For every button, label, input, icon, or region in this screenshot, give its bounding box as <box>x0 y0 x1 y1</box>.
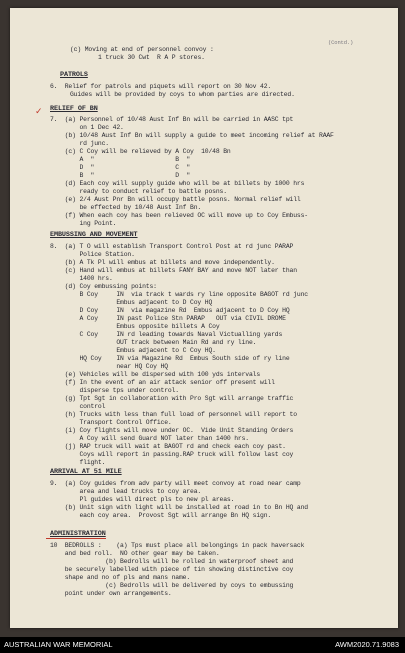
patrols-line-1: 6. Relief for patrols and piquets will report on 30 Nov 42. <box>50 83 272 90</box>
relief-line: D " C " <box>50 164 191 171</box>
embussing-heading: EMBUSSING AND MOVEMENT <box>50 231 138 239</box>
admin-line: and bed roll. NO other gear may be taken. <box>50 550 220 557</box>
embussing-line: (i) Coy flights will move under OC. Vide Unit Standing Orders <box>50 427 294 434</box>
arrival-line: 9. (a) Coy guides from adv party will meet convoy at road near camp <box>50 480 301 487</box>
embussing-line: control <box>50 403 106 410</box>
relief-line: rd junc. <box>50 140 109 147</box>
relief-line: B " D " <box>50 172 191 179</box>
arrival-line: area and lead trucks to coy area. <box>50 488 202 495</box>
relief-line: A " B " <box>50 156 191 163</box>
relief-line: (c) C Coy will be relieved by A Coy 10/48 Bn <box>50 148 231 155</box>
relief-line: ready to conduct relief to battle posns. <box>50 188 227 195</box>
arrival-heading: ARRIVAL AT 51 MILE <box>50 468 122 476</box>
relief-line: be effected by 10/48 Aust Inf Bn. <box>50 204 202 211</box>
embussing-line: disperse tps under control. <box>50 387 179 394</box>
red-underline <box>46 538 106 539</box>
red-tick-mark: ✓ <box>35 107 43 117</box>
relief-line: (b) 10/48 Aust Inf Bn will supply a guide to meet incoming relief at RAAF <box>50 132 334 139</box>
embussing-line: 1400 hrs. <box>50 275 113 282</box>
arrival-line: each coy area. Provost Sgt will arrange Bn HQ sign. <box>50 512 272 519</box>
convoy-line-2: 1 truck 30 Cwt R A P stores. <box>98 54 205 61</box>
embussing-line: C Coy IN rd leading towards Naval Victualling yards <box>50 331 283 338</box>
embussing-line: Embus opposite billets A Coy <box>50 323 220 330</box>
admin-line: shape and no of pls and mans name. <box>50 574 191 581</box>
continued-note: (Contd.) <box>328 39 354 46</box>
embussing-line: (j) RAP truck will wait at BAGOT rd and check each coy past. <box>50 443 286 450</box>
embussing-line: (g) Tpt Sgt in collaboration with Pro Sgt will arrange traffic <box>50 395 294 402</box>
relief-heading: RELIEF OF BN <box>50 105 98 113</box>
relief-line: on 1 Dec 42. <box>50 124 124 131</box>
relief-line: (d) Each coy will supply guide who will be at billets by 1000 hrs <box>50 180 305 187</box>
embussing-line: (d) Coy embussing points: <box>50 283 157 290</box>
arrival-line: Pl guides will direct pls to new pl areas. <box>50 496 235 503</box>
embussing-line: 8. (a) T O will establish Transport Control Post at rd junc PARAP <box>50 243 294 250</box>
embussing-line: near HQ Coy HQ <box>50 363 168 370</box>
archive-footer <box>0 637 405 653</box>
embussing-line: Embus adjacent to C Coy HQ. <box>50 347 216 354</box>
admin-line: (c) Bedrolls will be delivered by coys to embussing <box>50 582 294 589</box>
embussing-line: flight. <box>50 459 106 466</box>
embussing-line: (h) Trucks with less than full load of personnel will report to <box>50 411 297 418</box>
administration-heading: ADMINISTRATION <box>50 530 106 538</box>
embussing-line: D Coy IN via magazine Rd Embus adjacent to D Coy HQ <box>50 307 290 314</box>
embussing-line: (e) Vehicles will be dispersed with 100 yds intervals <box>50 371 261 378</box>
embussing-line: (b) A Tk Pl will embus at billets and move independently. <box>50 259 275 266</box>
embussing-line: Transport Control Office. <box>50 419 172 426</box>
embussing-line: Embus adjacent to D Coy HQ <box>50 299 213 306</box>
embussing-line: A Coy will send Guard NOT later than 1400 hrs. <box>50 435 249 442</box>
embussing-line: B Coy IN via track t wards ry line opposite BAGOT rd junc <box>50 291 308 298</box>
embussing-line: Police Station. <box>50 251 135 258</box>
embussing-line: OUT track between Main Rd and ry line. <box>50 339 257 346</box>
relief-line: (e) 2/4 Aust Pnr Bn will occupy battle posns. Normal relief will <box>50 196 301 203</box>
admin-line: be securely labelled with piece of tin showing distinctive coy <box>50 566 294 573</box>
convoy-line-1: (c) Moving at end of personnel convoy : <box>70 46 214 53</box>
embussing-line: A Coy IN past Police Stn PARAP OUT via CIVIL DROME <box>50 315 286 322</box>
admin-line: 10 BEDROLLS : (a) Tps must place all belongings in pack haversack <box>50 542 305 549</box>
footer-institution: AUSTRALIAN WAR MEMORIAL <box>4 640 113 649</box>
embussing-line: Coys will report in passing.RAP truck will follow last coy <box>50 451 294 458</box>
document-page <box>10 8 398 628</box>
relief-line: ing Point. <box>50 220 117 227</box>
relief-line: (f) When each coy has been relieved OC will move up to Coy Embuss- <box>50 212 308 219</box>
embussing-line: (c) Hand will embus at billets FANY BAY and move NOT later than <box>50 267 297 274</box>
admin-line: point under own arrangements. <box>50 590 172 597</box>
embussing-line: (f) In the event of an air attack senior off present will <box>50 379 275 386</box>
arrival-line: (b) Unit sign with light will be installed at road in to Bn HQ and <box>50 504 308 511</box>
admin-line: (b) Bedrolls will be rolled in waterproof sheet and <box>50 558 294 565</box>
patrols-heading: PATROLS <box>60 71 88 79</box>
relief-line: 7. (a) Personnel of 10/48 Aust Inf Bn will be carried in AASC tpt <box>50 116 294 123</box>
footer-accession-number: AWM2020.71.9083 <box>335 640 399 649</box>
embussing-line: HQ Coy IN via Magazine Rd Embus South side of ry line <box>50 355 290 362</box>
patrols-line-2: Guides will be provided by coys to whom parties are directed. <box>70 91 295 98</box>
